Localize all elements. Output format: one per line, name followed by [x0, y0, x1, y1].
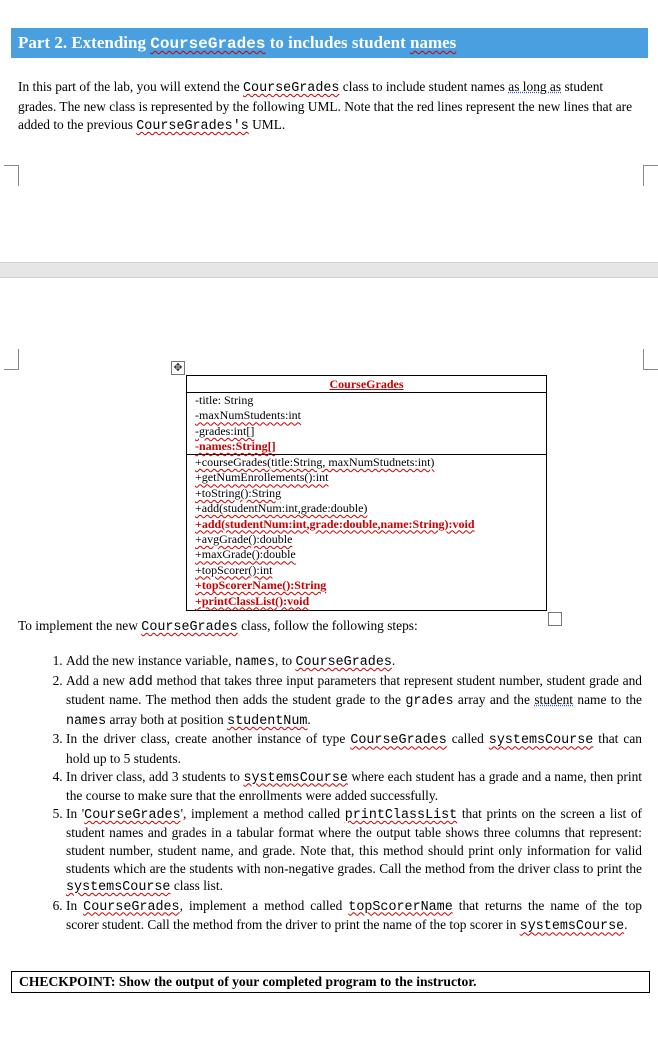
code-courseGrades: CourseGrades: [141, 620, 238, 635]
table-move-handle-icon[interactable]: ✥: [171, 361, 185, 375]
step-item: 4. In driver class, add 3 students to systemsCourse where each student has a grade and a name, then print the course to make sure that the enrollments were added successfully.: [66, 768, 642, 805]
section-heading: [11, 28, 648, 58]
uml-method: +courseGrades(title:String, maxNumStudnets:int): [195, 455, 435, 469]
checkpoint-box: CHECKPOINT: Show the output of your completed program to the instructor.: [11, 971, 650, 993]
page-corner-mark-br: [643, 349, 658, 370]
uml-attribute: -title: String: [195, 393, 254, 407]
uml-attribute-new: -names:String[]: [195, 439, 276, 454]
heading-class-name: CourseGrades: [150, 35, 266, 53]
page-corner-mark-tl: [4, 165, 19, 186]
page-corner-mark-tr: [643, 165, 658, 186]
step-item: 2. Add a new add method that takes three input parameters that represent student number, student grade and student name. The method then adds the student grade to the grades array and the student name to the names array both at position studentNum.: [66, 672, 642, 731]
uml-method-new: +add(studentNum:int,grade:double,name:String):void: [195, 516, 475, 531]
uml-method-new: +topScorerName():String: [195, 578, 327, 593]
intro-paragraph: In this part of the lab, you will extend the CourseGrades class to include student names as long as student grades. The new class is represented by the following UML. Note that the red lines represent the new lines that are added to the previous CourseGrades's UML.: [18, 79, 633, 134]
code-courseGrades: CourseGrades: [243, 81, 340, 96]
grammar-flag-as-long-as: as long as: [508, 79, 562, 94]
uml-method: +add(studentNum:int,grade:double): [195, 501, 368, 516]
uml-class-name: CourseGrades: [187, 376, 546, 393]
page-break-gap: [0, 262, 658, 278]
heading-text: Part 2. Extending: [18, 33, 151, 52]
page-corner-mark-bl: [4, 349, 19, 370]
uml-attributes: [187, 393, 546, 455]
table-resize-handle[interactable]: [548, 612, 562, 626]
heading-names-word: names: [409, 33, 457, 52]
uml-method: +getNumEnrollements():int: [195, 470, 329, 485]
uml-attribute: -maxNumStudents:int: [195, 408, 301, 423]
steps-list: [18, 652, 642, 936]
step-item: 5. In 'CourseGrades', implement a method called printClassList that prints on the screen a list of student names and grades in a tabular format where the output table shows three columns that represent: student number, student name, and grade. Note that, this method should print only information for valid students which are the students with non-negative grades. Call the method from the driver class to print the systemsCourse class list.: [66, 805, 642, 897]
uml-attribute: -grades:int[]: [195, 423, 255, 438]
uml-class-diagram: [186, 375, 547, 611]
uml-methods: [187, 455, 546, 609]
steps-intro: To implement the new CourseGrades class, follow the following steps:: [18, 618, 418, 635]
step-item: 6. In CourseGrades, implement a method called topScorerName that returns the name of the top scorer student. Call the method from the driver to print the name of the top scorer in systemsCourse.: [66, 897, 642, 936]
step-item: 1. Add the new instance variable, names, to CourseGrades.: [66, 652, 642, 672]
step-item: 3. In the driver class, create another instance of type CourseGrades called systemsCourse that can hold up to 5 students.: [66, 730, 642, 767]
uml-method: +avgGrade():double: [195, 531, 293, 546]
uml-method-new: +printClassList():void: [195, 593, 310, 608]
uml-method: +toString():String: [195, 485, 282, 500]
uml-method: +topScorer():int: [195, 562, 273, 577]
heading-text-2: to includes student: [265, 33, 410, 52]
code-courseGrades-possessive: CourseGrades's: [136, 119, 249, 134]
uml-method: +maxGrade():double: [195, 547, 296, 562]
